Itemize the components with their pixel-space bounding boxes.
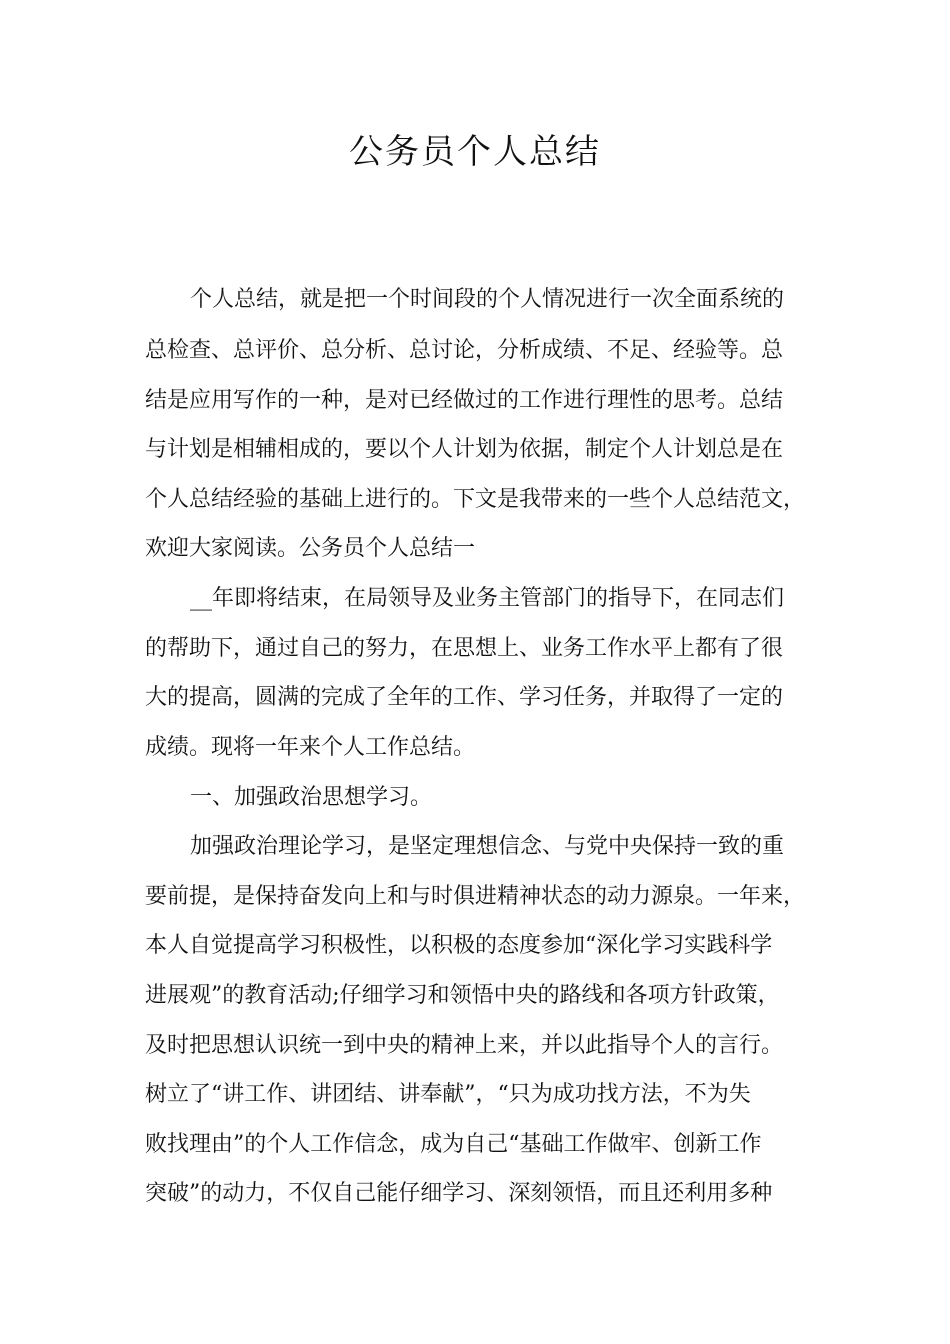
text-line: 个人总结经验的基础上进行的。下文是我带来的一些个人总结范文，: [145, 487, 806, 512]
text-line: __年即将结束，在局领导及业务主管部门的指导下，在同志们: [190, 586, 785, 611]
text-line: 进展观”的教育活动;仔细学习和领悟中央的路线和各项方针政策，: [145, 983, 780, 1008]
text-line: 与计划是相辅相成的，要以个人计划为依据，制定个人计划总是在: [145, 437, 784, 462]
text-line: 要前提，是保持奋发向上和与时俱进精神状态的动力源泉。一年来，: [145, 884, 806, 909]
text-line: 结是应用写作的一种，是对已经做过的工作进行理性的思考。总结: [145, 388, 784, 413]
text-line: 成绩。现将一年来个人工作总结。: [145, 735, 476, 760]
text-line: 本人自觉提高学习积极性，以积极的态度参加“深化学习实践科学: [145, 933, 773, 958]
text-line: 个人总结，就是把一个时间段的个人情况进行一次全面系统的: [190, 287, 785, 312]
text-line: 树立了“讲工作、讲团结、讲奉献”，“只为成功找方法，不为失: [145, 1082, 751, 1107]
text-line: 大的提高，圆满的完成了全年的工作、学习任务，并取得了一定的: [145, 685, 784, 710]
section-heading: 一、加强政治思想学习。: [190, 785, 433, 810]
text-line: 总检查、总评价、总分析、总讨论，分析成绩、不足、经验等。总: [145, 338, 784, 363]
document-title: 公务员个人总结: [349, 132, 601, 172]
text-line: 突破”的动力，不仅自己能仔细学习、深刻领悟，而且还利用多种: [145, 1181, 773, 1206]
text-line: 的帮助下，通过自己的努力，在思想上、业务工作水平上都有了很: [145, 636, 784, 661]
text-line: 加强政治理论学习，是坚定理想信念、与党中央保持一致的重: [190, 834, 785, 859]
text-line: 欢迎大家阅读。公务员个人总结一: [145, 536, 476, 561]
text-line: 败找理由”的个人工作信念，成为自己“基础工作做牢、创新工作: [145, 1132, 762, 1157]
text-line: 及时把思想认识统一到中央的精神上来，并以此指导个人的言行。: [145, 1033, 784, 1058]
